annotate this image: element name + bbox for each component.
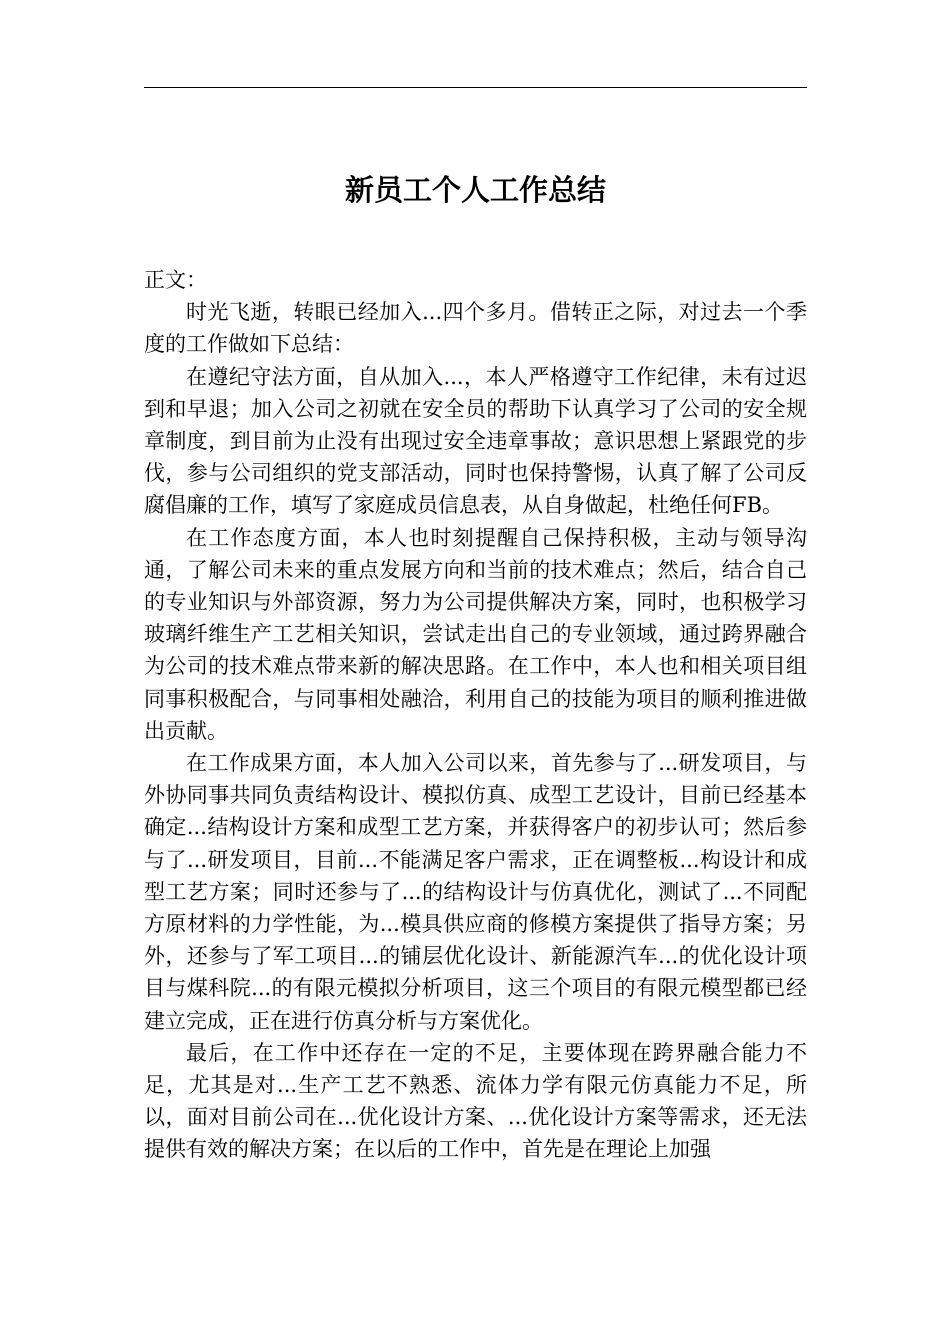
paragraph-achievements: 在工作成果方面，本人加入公司以来，首先参与了...研发项目，与外协同事共同负责结构设计、模拟仿真、成型工艺设计，目前已经基本确定...结构设计方案和成型工艺方案，并获得客户的初步认可；然后参与了...研发项目，目前...不能满足客户需求，正在调整板...构设计和成型工艺方案；同时还参与了...的结构设计与仿真优化，测试了...不同配方原材料的力学性能，为...模具供应商的修模方案提供了指导方案；另外，还参与了军工项目...的铺层优化设计、新能源汽车...的优化设计项目与煤科院...的有限元模拟分析项目，这三个项目的有限元模型都已经建立完成，正在进行仿真分析与方案优化。 [144, 751, 807, 1033]
paragraph-shortcomings: 最后，在工作中还存在一定的不足，主要体现在跨界融合能力不足，尤其是对...生产工艺不熟悉、流体力学有限元仿真能力不足，所以，面对目前公司在...优化设计方案、...优化设计方案等需求，还无法提供有效的解决方案；在以后的工作中，首先是在理论上加强 [144, 1040, 807, 1162]
header-rule [144, 87, 807, 88]
paragraph-discipline: 在遵纪守法方面，自从加入...，本人严格遵守工作纪律，未有过迟到和早退；加入公司之初就在安全员的帮助下认真学习了公司的安全规章制度，到目前为止没有出现过安全违章事故；意识思想上紧跟党的步伐，参与公司组织的党支部活动，同时也保持警惕，认真了解了公司反腐倡廉的工作，填写了家庭成员信息表，从自身做起，杜绝任何FB。 [144, 364, 807, 518]
paragraph-attitude: 在工作态度方面，本人也时刻提醒自己保持积极，主动与领导沟通，了解公司未来的重点发展方向和当前的技术难点；然后，结合自己的专业知识与外部资源，努力为公司提供解决方案，同时，也积极学习玻璃纤维生产工艺相关知识，尝试走出自己的专业领域，通过跨界融合为公司的技术难点带来新的解决思路。在工作中，本人也和相关项目组同事积极配合，与同事相处融洽，利用自己的技能为项目的顺利推进做出贡献。 [144, 525, 807, 743]
body-label: 正文： [144, 268, 207, 292]
paragraph-intro: 时光飞逝，转眼已经加入...四个多月。借转正之际，对过去一个季度的工作做如下总结： [144, 300, 807, 357]
document-body [144, 264, 807, 1166]
document-title: 新员工个人工作总结 [344, 173, 606, 207]
